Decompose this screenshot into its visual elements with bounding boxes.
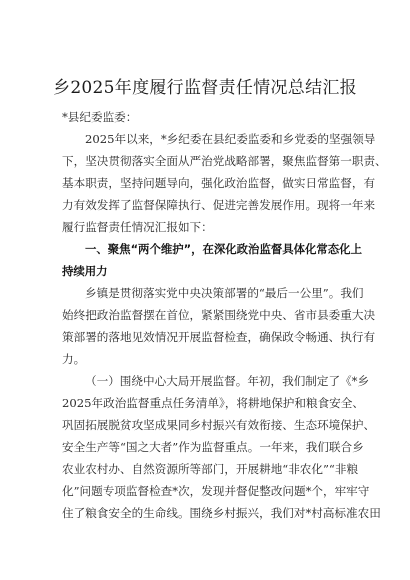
paragraph-line: 基本职责，坚持问题导向，强化政治监督，做实日常监督，有 bbox=[62, 176, 376, 190]
paragraph-line: 力有效发挥了监督保障执行、促进完善发展作用。现将一年来 bbox=[62, 198, 376, 212]
paragraph-line: 始终把政治监督摆在首位，紧紧围绕党中央、省市县委重大决 bbox=[62, 308, 376, 322]
paragraph-line: 住了粮食安全的生命线。围绕乡村振兴，我们对*村高标准农田 bbox=[62, 506, 381, 520]
section-heading: 一、聚焦“两个维护”，在深化政治监督具体化常态化上 bbox=[85, 242, 362, 256]
paragraph-line: 巩固拓展脱贫攻坚成果同乡村振兴有效衔接、生态环境保护、 bbox=[62, 418, 376, 432]
paragraph-line: 化”问题专项监督检查*次，发现并督促整改问题*个，牢牢守 bbox=[62, 484, 370, 498]
paragraph-line: 2025年政治监督重点任务清单》，将耕地保护和粮食安全、 bbox=[62, 396, 364, 410]
paragraph-line: 乡镇是贯彻落实党中央决策部署的“最后一公里”。我们 bbox=[85, 286, 364, 300]
addressee: *县纪委监委： bbox=[62, 110, 138, 124]
subsection-line: （一）围绕中心大局开展监督。年初，我们制定了《*乡 bbox=[85, 374, 370, 388]
section-heading-continued: 持续用力 bbox=[62, 264, 108, 278]
paragraph-line: 安全生产等“国之大者”作为监督重点。一年来，我们联合乡 bbox=[62, 440, 364, 454]
paragraph-line: 策部署的落地见效情况开展监督检查，确保政令畅通、执行有 bbox=[62, 330, 376, 344]
paragraph-line: 农业农村办、自然资源所等部门，开展耕地“非农化”“非粮 bbox=[62, 462, 359, 476]
document-title: 乡2025年度履行监督责任情况总结汇报 bbox=[53, 78, 357, 98]
paragraph-line: 2025年以来，*乡纪委在县纪委监委和乡党委的坚强领导 bbox=[85, 132, 376, 146]
paragraph-line: 履行监督责任情况汇报如下： bbox=[62, 220, 213, 234]
paragraph-line: 下，坚决贯彻落实全面从严治党战略部署，聚焦监督第一职责、 bbox=[62, 154, 387, 168]
paragraph-line: 力。 bbox=[62, 352, 86, 366]
